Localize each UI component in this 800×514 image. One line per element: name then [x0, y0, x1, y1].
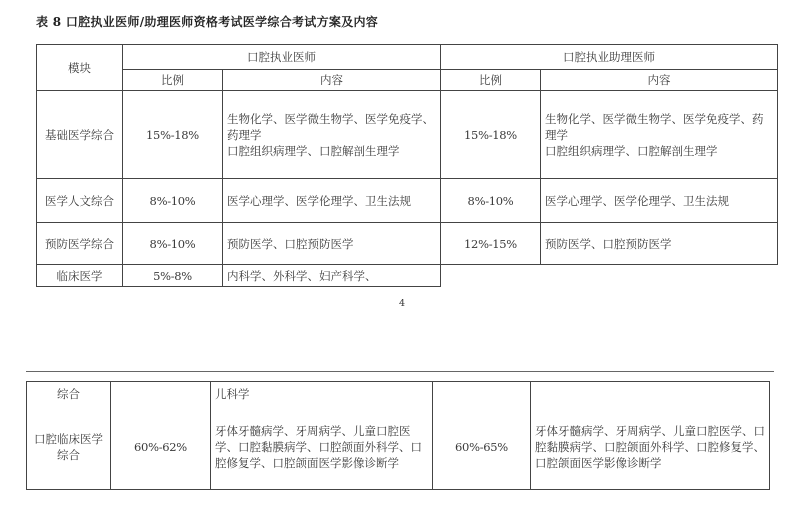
content-cell: 预防医学、口腔预防医学 [541, 223, 778, 265]
ratio-cell [441, 265, 541, 287]
content-cell: 预防医学、口腔预防医学 [223, 223, 441, 265]
content-cell-continued: 儿科学 [211, 382, 433, 406]
content-cell: 医学心理学、医学伦理学、卫生法规 [541, 179, 778, 223]
content-cell: 内科学、外科学、妇产科学、 [223, 265, 441, 287]
content-cell [531, 382, 770, 406]
table-row [37, 223, 778, 265]
header-group-b: 口腔执业助理医师 [441, 45, 778, 70]
header-row-columns [37, 70, 778, 91]
content-cell: 牙体牙髓病学、牙周病学、儿童口腔医学、口腔黏膜病学、口腔颌面外科学、口腔修复学、口腔颌面医学影像诊断学 [531, 406, 770, 490]
header-b-content: 内容 [541, 70, 778, 91]
table-row [27, 382, 770, 406]
module-cell-continued: 综合 [27, 382, 111, 406]
module-cell: 医学人文综合 [37, 179, 123, 223]
ratio-cell: 60%-62% [111, 406, 211, 490]
exam-scheme-table-continued [26, 381, 770, 490]
content-cell: 生物化学、医学微生物学、医学免疫学、药理学 口腔组织病理学、口腔解剖生理学 [541, 91, 778, 179]
table-row [27, 406, 770, 490]
module-cell: 预防医学综合 [37, 223, 123, 265]
module-cell: 口腔临床医学综合 [27, 406, 111, 490]
table-caption: 表 8 口腔执业医师/助理医师资格考试医学综合考试方案及内容 [36, 15, 379, 29]
ratio-cell [433, 382, 531, 406]
ratio-cell: 60%-65% [433, 406, 531, 490]
header-b-ratio: 比例 [441, 70, 541, 91]
exam-scheme-table [36, 44, 778, 287]
ratio-cell [111, 382, 211, 406]
ratio-cell: 8%-10% [123, 179, 223, 223]
ratio-cell: 8%-10% [441, 179, 541, 223]
content-cell [541, 265, 778, 287]
module-cell: 基础医学综合 [37, 91, 123, 179]
header-module: 模块 [37, 45, 123, 91]
header-row-groups [37, 45, 778, 70]
ratio-cell: 12%-15% [441, 223, 541, 265]
ratio-cell: 15%-18% [123, 91, 223, 179]
ratio-cell: 8%-10% [123, 223, 223, 265]
page-divider [26, 371, 774, 372]
header-a-ratio: 比例 [123, 70, 223, 91]
header-group-a: 口腔执业医师 [123, 45, 441, 70]
ratio-cell: 15%-18% [441, 91, 541, 179]
content-cell: 医学心理学、医学伦理学、卫生法规 [223, 179, 441, 223]
table-row [37, 179, 778, 223]
content-cell: 生物化学、医学微生物学、医学免疫学、药理学 口腔组织病理学、口腔解剖生理学 [223, 91, 441, 179]
content-cell: 牙体牙髓病学、牙周病学、儿童口腔医学、口腔黏膜病学、口腔颌面外科学、口腔修复学、口腔颌面医学影像诊断学 [211, 406, 433, 490]
header-a-content: 内容 [223, 70, 441, 91]
table-row [37, 91, 778, 179]
ratio-cell: 5%-8% [123, 265, 223, 287]
table-row [37, 265, 778, 287]
page-number: 4 [399, 298, 406, 309]
module-cell: 临床医学 [37, 265, 123, 287]
